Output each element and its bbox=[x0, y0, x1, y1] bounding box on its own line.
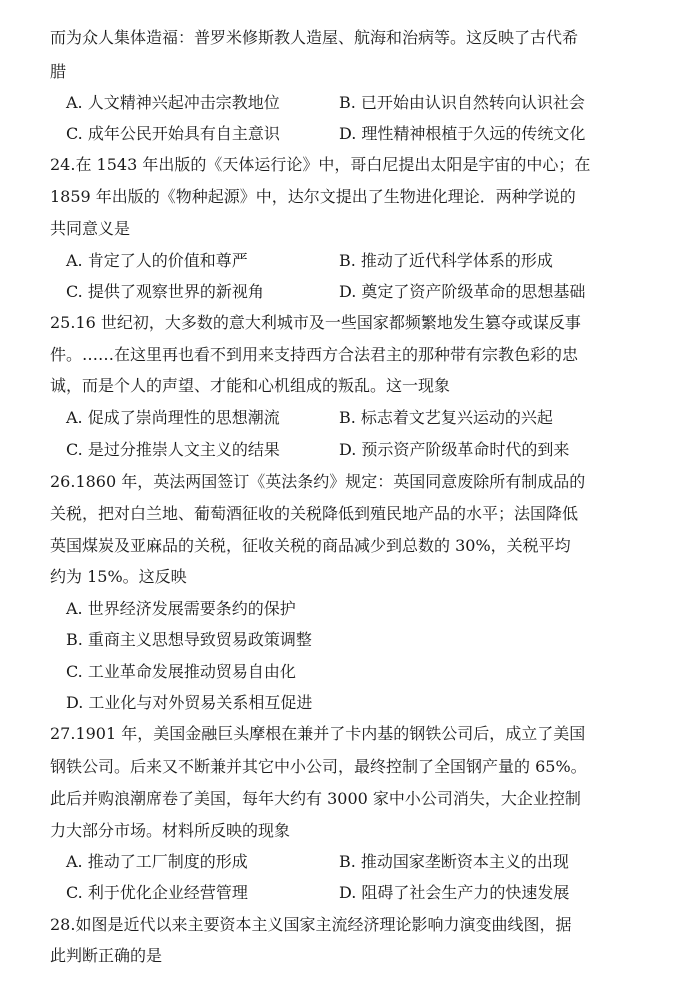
q26-option-b[interactable]: B. 重商主义思想导致贸易政策调整 bbox=[66, 630, 312, 649]
q24-stem-line-1: 24.在 1543 年出版的《天体运行论》中，哥白尼提出太阳是宇宙的中心；在 bbox=[50, 155, 591, 174]
q27-option-d[interactable]: D. 阻碍了社会生产力的快速发展 bbox=[339, 883, 570, 902]
q23-stem-line-1: 而为众人集体造福：普罗米修斯教人造屋、航海和治病等。这反映了古代希 bbox=[50, 28, 579, 47]
q25-stem-line-3: 诚，而是个人的声望、才能和心机组成的叛乱。这一现象 bbox=[50, 376, 451, 395]
q23-stem-line-2: 腊 bbox=[50, 62, 67, 81]
q26-stem-line-3: 英国煤炭及亚麻品的关税，征收关税的商品减少到总数的 30%，关税平均 bbox=[50, 536, 571, 555]
q27-stem-line-2: 钢铁公司。后来又不断兼并其它中小公司，最终控制了全国钢产量的 65%。 bbox=[50, 757, 587, 776]
q24-stem-line-3: 共同意义是 bbox=[50, 219, 131, 238]
q25-option-c[interactable]: C. 是过分推崇人文主义的结果 bbox=[66, 440, 280, 459]
q27-stem-line-4: 力大部分市场。材料所反映的现象 bbox=[50, 821, 291, 840]
q28-stem-line-1: 28.如图是近代以来主要资本主义国家主流经济理论影响力演变曲线图，据 bbox=[50, 915, 572, 934]
q23-option-d[interactable]: D. 理性精神根植于久远的传统文化 bbox=[339, 124, 586, 143]
q25-stem-line-1: 25.16 世纪初，大多数的意大利城市及一些国家都频繁地发生篡夺或谋反事 bbox=[50, 313, 581, 332]
q27-option-a[interactable]: A. 推动了工厂制度的形成 bbox=[66, 852, 248, 871]
q26-stem-line-4: 约为 15%。这反映 bbox=[50, 567, 187, 586]
q23-option-a[interactable]: A. 人文精神兴起冲击宗教地位 bbox=[66, 93, 280, 112]
q26-stem-line-2: 关税，把对白兰地、葡萄酒征收的关税降低到殖民地产品的水平；法国降低 bbox=[50, 504, 579, 523]
q25-option-a[interactable]: A. 促成了崇尚理性的思想潮流 bbox=[66, 408, 280, 427]
q23-option-b[interactable]: B. 已开始由认识自然转向认识社会 bbox=[339, 93, 585, 112]
q24-option-a[interactable]: A. 肯定了人的价值和尊严 bbox=[66, 251, 248, 270]
q24-option-d[interactable]: D. 奠定了资产阶级革命的思想基础 bbox=[339, 282, 586, 301]
q24-option-c[interactable]: C. 提供了观察世界的新视角 bbox=[66, 282, 264, 301]
q27-stem-line-1: 27.1901 年，美国金融巨头摩根在兼并了卡内基的钢铁公司后，成立了美国 bbox=[50, 724, 586, 743]
q24-option-b[interactable]: B. 推动了近代科学体系的形成 bbox=[339, 251, 553, 270]
q26-stem-line-1: 26.1860 年，英法两国签订《英法条约》规定：英国同意废除所有制成品的 bbox=[50, 472, 586, 491]
q26-option-d[interactable]: D. 工业化与对外贸易关系相互促进 bbox=[66, 693, 313, 712]
q23-option-c[interactable]: C. 成年公民开始具有自主意识 bbox=[66, 124, 280, 143]
q26-option-a[interactable]: A. 世界经济发展需要条约的保护 bbox=[66, 599, 296, 618]
q24-stem-line-2: 1859 年出版的《物种起源》中，达尔文提出了生物进化理论．两种学说的 bbox=[50, 187, 576, 206]
q25-stem-line-2: 件。……在这里再也看不到用来支持西方合法君主的那种带有宗教色彩的忠 bbox=[50, 345, 579, 364]
q27-option-c[interactable]: C. 利于优化企业经营管理 bbox=[66, 883, 248, 902]
q28-stem-line-2: 此判断正确的是 bbox=[50, 946, 163, 965]
q27-option-b[interactable]: B. 推动国家垄断资本主义的出现 bbox=[339, 852, 569, 871]
q25-option-b[interactable]: B. 标志着文艺复兴运动的兴起 bbox=[339, 408, 553, 427]
q27-stem-line-3: 此后并购浪潮席卷了美国，每年大约有 3000 家中小公司消失，大企业控制 bbox=[50, 789, 581, 808]
q25-option-d[interactable]: D. 预示资产阶级革命时代的到来 bbox=[339, 440, 570, 459]
q26-option-c[interactable]: C. 工业革命发展推动贸易自由化 bbox=[66, 662, 296, 681]
